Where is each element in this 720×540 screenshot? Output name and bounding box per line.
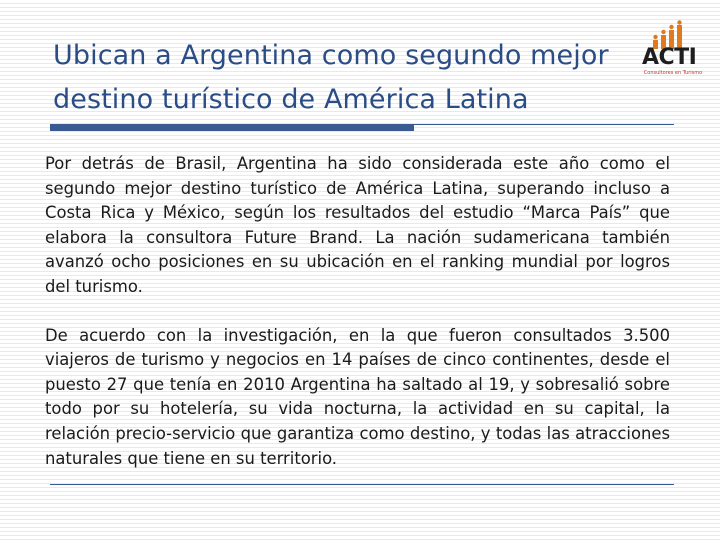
slide-body bbox=[45, 152, 670, 471]
body-paragraph-1: Por detrás de Brasil, Argentina ha sido considerada este año como el segundo mejor destino turístico de América Latina, superando incluso a Costa Rica y México, según los resultados del estudio “Marca País” que elabora la consultora Future Brand. La nación sudamericana también avanzó ocho posiciones en su ubicación en el ranking mundial por logros del turismo. bbox=[45, 154, 670, 296]
logo-wordmark: ACTI bbox=[642, 45, 697, 70]
acti-logo bbox=[636, 20, 710, 86]
body-paragraph-2: De acuerdo con la investigación, en la que fueron consultados 3.500 viajeros de turismo y negocios en 14 países de cinco continentes, desde el puesto 27 que tenía en 2010 Argentina ha saltado al 19, y sobresalió sobre todo por su hotelería, su vida nocturna, la actividad en su capital, la relación precio-servicio que garantiza como destino, y todas las atracciones naturales que tiene en su territorio. bbox=[45, 325, 670, 468]
slide-title bbox=[53, 34, 633, 122]
logo-tagline: Consultores en Turismo bbox=[643, 70, 703, 76]
slide-title-line-2: destino turístico de América Latina bbox=[53, 84, 529, 115]
bottom-divider bbox=[50, 484, 674, 485]
slide-title-line-1: Ubican a Argentina como segundo mejor bbox=[53, 40, 609, 71]
title-accent-bar bbox=[50, 124, 414, 131]
title-underline-rule bbox=[414, 124, 674, 125]
